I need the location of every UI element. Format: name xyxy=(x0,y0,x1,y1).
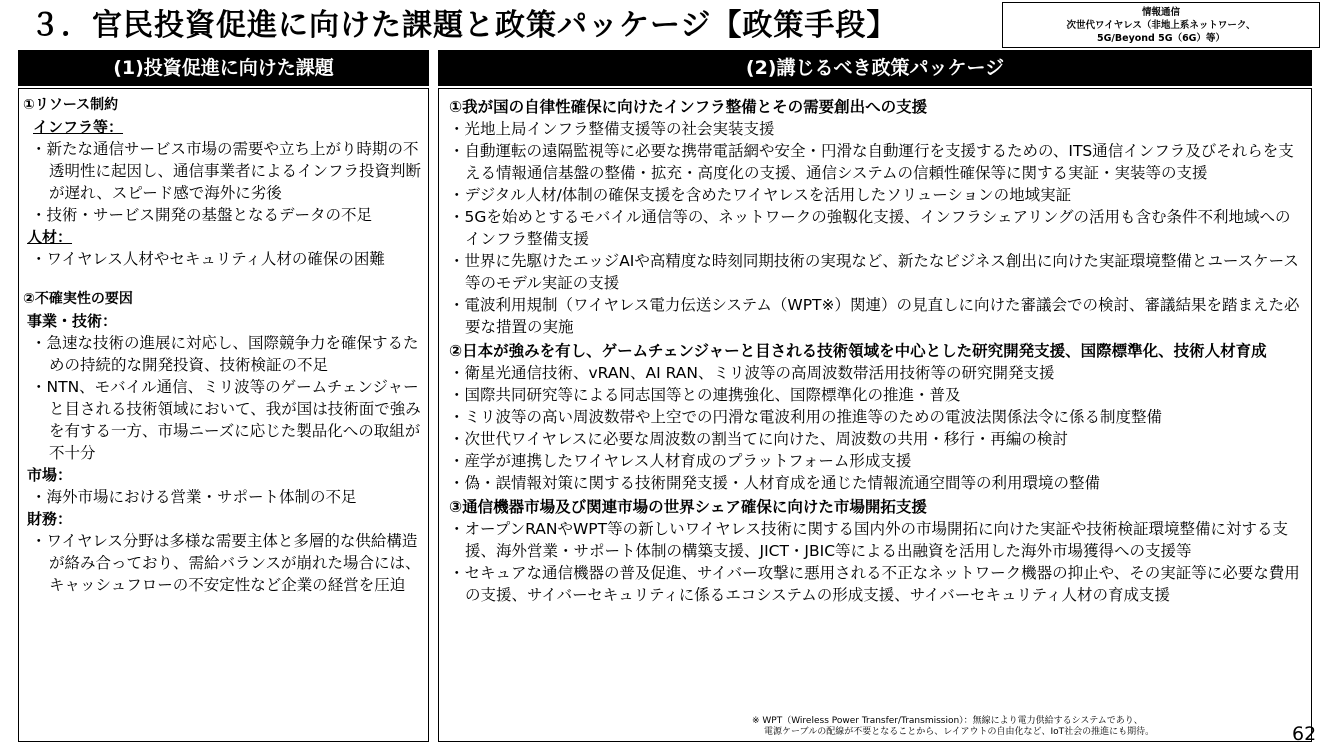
section-rnd-standardization: ②日本が強みを有し、ゲームチェンジャーと目される技術領域を中心とした研究開発支援、国際標準化、技術人材育成 xyxy=(449,342,1267,360)
list-item: ・ワイヤレス分野は多様な需要主体と多層的な供給構造が絡み合っており、需給バランスが崩れた場合には、キャッシュフローの不安定性など企業の経営を圧迫 xyxy=(31,532,421,594)
list-item: ・新たな通信サービス市場の需要や立ち上がり時期の不透明性に起因し、通信事業者によるインフラ投資判断が遅れ、スピード感で海外に劣後 xyxy=(31,140,422,202)
section-infrastructure-support: ①我が国の自律性確保に向けたインフラ整備とその需要創出への支援 xyxy=(449,98,928,116)
page-number: 62 xyxy=(1292,723,1317,745)
section-resource-constraints: ①リソース制約 xyxy=(23,97,119,113)
category-tag-line2: 次世代ワイヤレス（非地上系ネットワーク、 xyxy=(1066,20,1256,31)
list-item: ・海外市場における営業・サポート体制の不足 xyxy=(31,488,357,506)
list-item: ・ワイヤレス人材やセキュリティ人材の確保の困難 xyxy=(31,250,385,268)
subheading-market: 市場： xyxy=(27,466,73,484)
list-item: ・電波利用規制（ワイヤレス電力伝送システム（WPT※）関連）の見直しに向けた審議会での検討、審議結果を踏まえた必要な措置の実施 xyxy=(449,296,1300,336)
challenges-panel xyxy=(18,88,429,742)
list-item: ・技術・サービス開発の基盤となるデータの不足 xyxy=(31,206,373,224)
section-market-development: ③通信機器市場及び関連市場の世界シェア確保に向けた市場開拓支援 xyxy=(449,498,927,516)
footnote-line1: ※ WPT（Wireless Power Transfer/Transmission）：無線により電力供給するシステムであり、 xyxy=(752,716,1143,726)
list-item: ・次世代ワイヤレスに必要な周波数の割当てに向けた、周波数の共用・移行・再編の検討 xyxy=(449,430,1068,448)
list-item: ・デジタル人材/体制の確保支援を含めたワイヤレスを活用したソリューションの地域実証 xyxy=(449,186,1072,204)
list-item: ・産学が連携したワイヤレス人材育成のプラットフォーム形成支援 xyxy=(449,452,912,470)
list-item: ・偽・誤情報対策に関する技術開発支援・人材育成を通じた情報流通空間等の利用環境の整備 xyxy=(449,474,1101,492)
list-item: ・国際共同研究等による同志国等との連携強化、国際標準化の推進・普及 xyxy=(449,386,961,404)
list-item: ・5Gを始めとするモバイル通信等の、ネットワークの強靱化支援、インフラシェアリングの活用も含む条件不利地域へのインフラ整備支援 xyxy=(449,208,1291,248)
list-item: ・光地上局インフラ整備支援等の社会実装支援 xyxy=(449,120,775,138)
list-item: ・セキュアな通信機器の普及促進、サイバー攻撃に悪用される不正なネットワーク機器の抑止や、その実証等に必要な費用の支援、サイバーセキュリティに係るエコシステムの形成支援、サイバーセキュリティ人材の育成支援 xyxy=(449,564,1300,604)
list-item: ・自動運転の遠隔監視等に必要な携帯電話網や安全・円滑な自動運行を支援するための、ITS通信インフラ及びそれらを支える情報通信基盤の整備・拡充・高度化の支援、通信システムの信頼性確保等に関する実証・実装等の支援 xyxy=(449,142,1294,182)
subheading-human-resources: 人材： xyxy=(27,228,73,246)
footnote xyxy=(752,716,1154,738)
page-title: ３．官民投資促進に向けた課題と政策パッケージ【政策手段】 xyxy=(30,8,898,43)
list-item: ・急速な技術の進展に対応し、国際競争力を確保するための持続的な開発投資、技術検証の不足 xyxy=(31,334,419,374)
list-item: ・NTN、モバイル通信、ミリ波等のゲームチェンジャーと目される技術領域において、我が国は技術面で強みを有する一方、市場ニーズに応じた製品化への取組が不十分 xyxy=(31,378,421,462)
subheading-finance: 財務： xyxy=(27,510,73,528)
category-tag-line3: 5G/Beyond 5G（6G）等） xyxy=(1097,33,1225,44)
section-uncertainty-factors: ②不確実性の要因 xyxy=(23,291,133,307)
right-header: (2)講じるべき政策パッケージ xyxy=(438,50,1312,86)
subheading-infrastructure: インフラ等： xyxy=(33,118,124,136)
list-item: ・ミリ波等の高い周波数帯や上空での円滑な電波利用の推進等のための電波法関係法令に係る制度整備 xyxy=(449,408,1163,426)
category-tag-line1: 情報通信 xyxy=(1141,7,1180,18)
footnote-line2: 電源ケーブルの配線が不要となることから、レイアウトの自由化など、IoT社会の推進にも期待。 xyxy=(764,727,1155,737)
list-item: ・世界に先駆けたエッジAIや高精度な時刻同期技術の実現など、新たなビジネス創出に向けた実証環境整備とユースケース等のモデル実証の支援 xyxy=(449,252,1299,292)
category-tag xyxy=(1002,2,1320,48)
list-item: ・衛星光通信技術、vRAN、AI RAN、ミリ波等の高周波数帯活用技術等の研究開発支援 xyxy=(449,364,1055,382)
list-item: ・オープンRANやWPT等の新しいワイヤレス技術に関する国内外の市場開拓に向けた実証や技術検証環境整備に対する支援、海外営業・サポート体制の構築支援、JICT・JBIC等による出融資を活用した海外市場獲得への支援等 xyxy=(449,520,1289,560)
policy-package-panel xyxy=(438,88,1312,742)
subheading-business-technology: 事業・技術： xyxy=(27,312,118,330)
left-header: (1)投資促進に向けた課題 xyxy=(18,50,429,86)
